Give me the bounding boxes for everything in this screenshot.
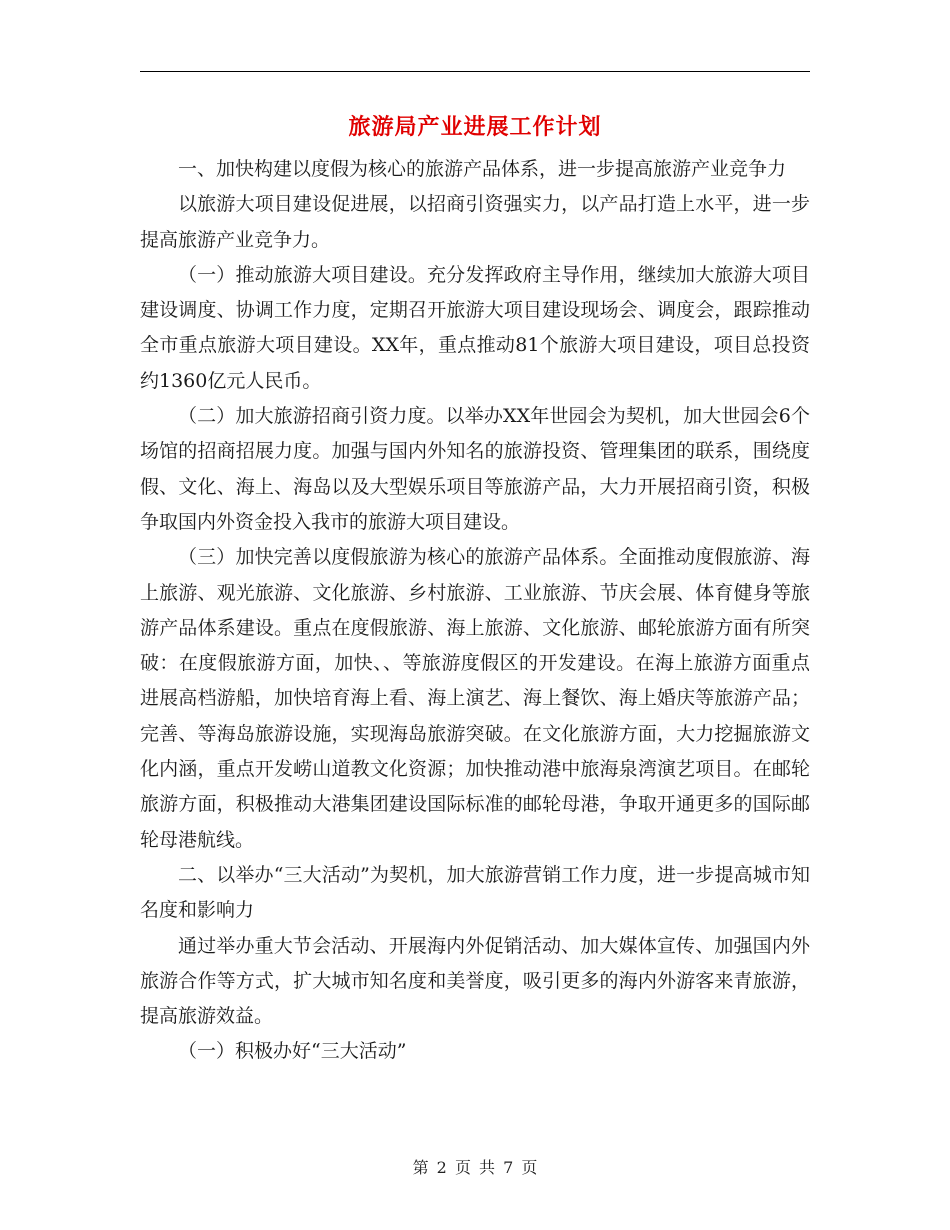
section-heading-2: 二、以举办“三大活动”为契机，加大旅游营销工作力度，进一步提高城市知名度和影响力 <box>140 863 810 922</box>
paragraph: （三）加快完善以度假旅游为核心的旅游产品体系。全面推动度假旅游、海上旅游、观光旅游、文化旅游、乡村旅游、工业旅游、节庆会展、体育健身等旅游产品体系建设。重点在度假旅游、海上旅游、文化旅游、邮轮旅游方面有所突破：在度假旅游方面，加快、、等旅游度假区的开发建设。在海上旅游方面重点进展高档游船，加快培育海上看、海上演艺、海上餐饮、海上婚庆等旅游产品；完善、等海岛旅游设施，实现海岛旅游突破。在文化旅游方面，大力挖掘旅游文化内涵，重点开发崂山道教文化资源；加快推动港中旅海泉湾演艺项目。在邮轮旅游方面，积极推动大港集团建设国际标准的邮轮母港，争取开通更多的国际邮轮母港航线。 <box>140 546 810 851</box>
subsection-heading: （一）积极办好“三大活动” <box>178 1040 407 1063</box>
document-title: 旅游局产业进展工作计划 <box>348 114 602 140</box>
paragraph: 通过举办重大节会活动、开展海内外促销活动、加大媒体宣传、加强国内外旅游合作等方式，扩大城市知名度和美誉度，吸引更多的海内外游客来青旅游，提高旅游效益。 <box>140 934 810 1028</box>
paragraph: 以旅游大项目建设促进展，以招商引资强实力，以产品打造上水平，进一步提高旅游产业竞争力。 <box>140 193 810 251</box>
header-rule <box>140 71 810 72</box>
section-heading-1: 一、加快构建以度假为核心的旅游产品体系，进一步提高旅游产业竞争力 <box>178 158 787 180</box>
paragraph: （一）推动旅游大项目建设。充分发挥政府主导作用，继续加大旅游大项目建设调度、协调工作力度，定期召开旅游大项目建设现场会、调度会，跟踪推动全市重点旅游大项目建设。XX年，重点推动81个旅游大项目建设，项目总投资约1360亿元人民币。 <box>140 263 810 392</box>
paragraph: （二）加大旅游招商引资力度。以举办XX年世园会为契机，加大世园会6个场馆的招商招展力度。加强与国内外知名的旅游投资、管理集团的联系，围绕度假、文化、海上、海岛以及大型娱乐项目等旅游产品，大力开展招商引资，积极争取国内外资金投入我市的旅游大项目建设。 <box>140 405 810 533</box>
document-body <box>140 152 810 1070</box>
page-number-footer: 第 2 页 共 7 页 <box>412 1158 538 1177</box>
